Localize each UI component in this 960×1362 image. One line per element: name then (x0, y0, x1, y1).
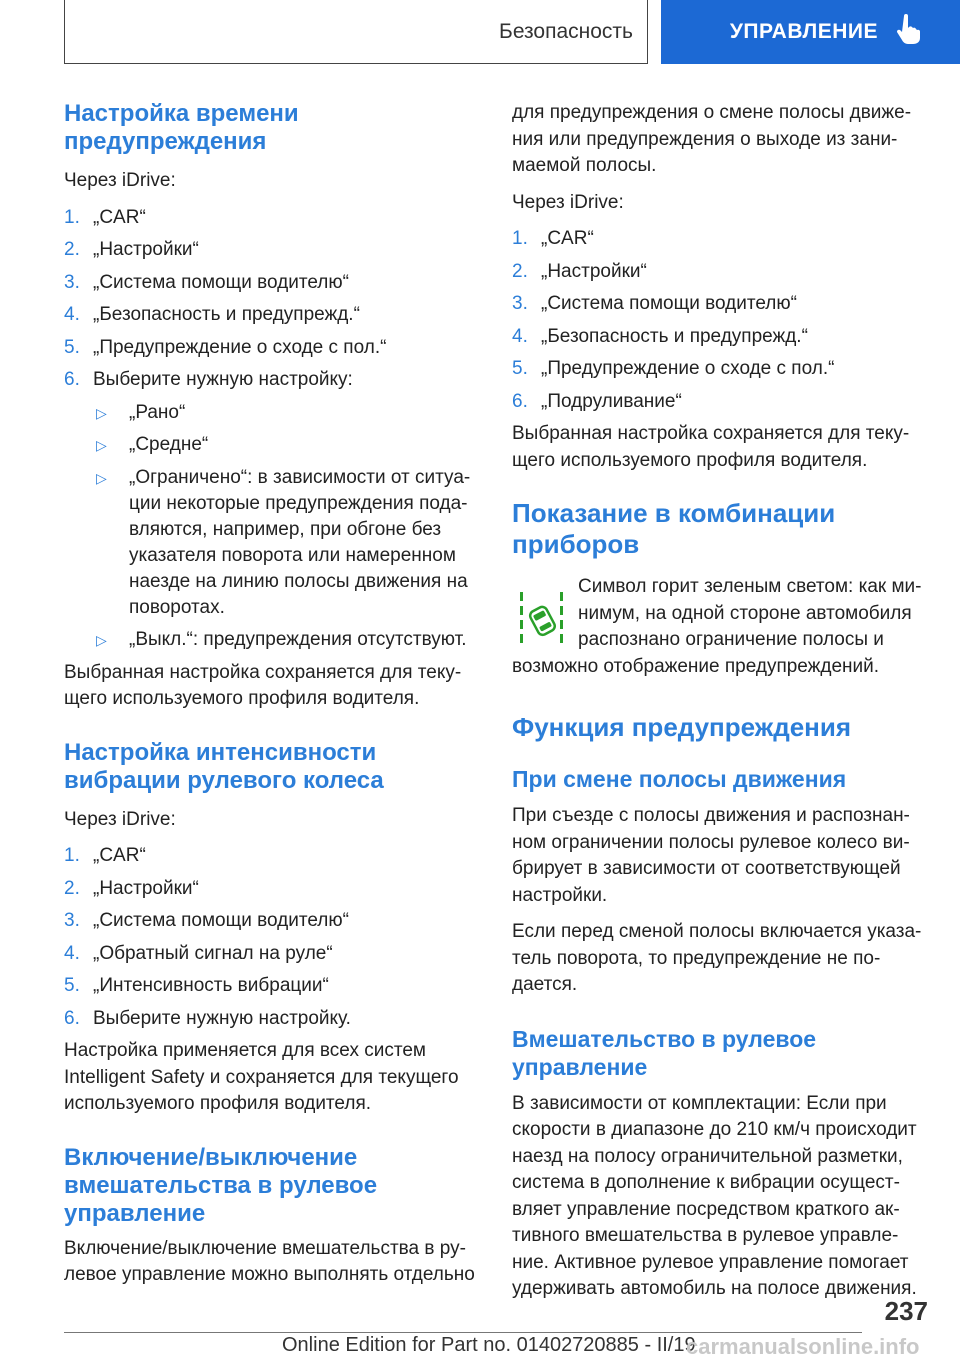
triangle-bullet-icon: ▷ (96, 437, 107, 453)
page-number: 237 (884, 1296, 928, 1326)
steps-steering-assist (512, 226, 930, 415)
footer-divider (64, 1332, 862, 1333)
indicator-text: Символ горит зеленым светом: как ми- нимум, на одной стороне автомобиля распознано ограничение полосы и (578, 576, 922, 650)
list-item: 1. „CAR“ (64, 206, 146, 228)
list-item: 6. „Подруливание“ (512, 390, 682, 412)
intro-idrive: Через iDrive: (64, 170, 176, 191)
triangle-bullet-icon: ▷ (96, 632, 107, 648)
list-item: 6. Выберите нужную настройку. (64, 1007, 351, 1029)
note-profile: Выбранная настройка сохраняется для теку- щего используемого профиля водителя. (64, 661, 462, 709)
list-item: 4. „Безопасность и предупрежд.“ (64, 304, 360, 325)
option-item: ▷ „Ограничено“: в зависимости от ситуа- ции некоторые предупреждения пода- вляются, например, при обгоне без указателя поворота или намеренном наезде на линию полосы движения на поворотах. (94, 465, 478, 621)
watermark: carmanualsonline.info (686, 1334, 920, 1359)
option-item: ▷ „Средне“ (94, 432, 478, 458)
section-label: Безопасность (499, 19, 633, 43)
list-item: 4. „Безопасность и предупрежд.“ (512, 325, 808, 347)
list-item: 2. „Настройки“ (64, 239, 199, 260)
list-item: 5. „Интенсивность вибрации“ (64, 975, 329, 996)
heading-steering-toggle: Включение/выключение вмешательства в рулевое управление (64, 1143, 378, 1227)
list-item: 2. „Настройки“ (64, 877, 199, 899)
lane-departure-icon (518, 588, 566, 644)
edition-text: Online Edition for Part no. 01402720885 - II/19 (282, 1334, 696, 1356)
options-list (64, 400, 478, 654)
list-item: 1. „CAR“ (64, 845, 146, 866)
list-item: 3. „Система помощи водителю“ (64, 910, 349, 931)
heading-vibration: Настройка интенсивности вибрации рулевого колеса (64, 738, 384, 794)
chapter-label: УПРАВЛЕНИЕ (729, 20, 878, 43)
triangle-bullet-icon: ▷ (96, 404, 107, 421)
heading-instrument-cluster: Показание в комбинации приборов (512, 498, 836, 559)
option-item: ▷ „Выкл.“: предупреждения отсутствуют. (94, 627, 478, 653)
indicator-text-tail: возможно отображение предупреждений. (512, 655, 880, 677)
list-item: 5. „Предупреждение о сходе с пол.“ (64, 336, 387, 358)
list-item: 4. „Обратный сигнал на руле“ (64, 942, 333, 964)
paragraph-turn-signal: Если перед сменой полосы включается указа- тель поворота, то предупреждение не по- дается. (512, 921, 922, 995)
header-chapter-tab[interactable] (661, 0, 960, 64)
heading-warning-function: Функция предупреждения (512, 712, 852, 742)
note-profile: Выбранная настройка сохраняется для теку- щего используемого профиля водителя. (512, 423, 910, 471)
list-item: 1. „CAR“ (512, 228, 594, 249)
subheading-lane-change: При смене полосы движения (512, 766, 847, 792)
continued-text: для предупреждения о смене полосы движе- ния или предупреждения о выходе из зани- маемой полосы. (512, 102, 912, 176)
list-item: 5. „Предупреждение о сходе с пол.“ (512, 358, 835, 379)
steps-vibration (64, 843, 478, 1032)
list-item: 3. „Система помощи водителю“ (64, 271, 349, 293)
steps-warning-time (64, 205, 478, 394)
paragraph-lane-change: При съезде с полосы движения и распознан- ном ограничении полосы рулевое колесо ви- брирует в зависимости от соответствующей настройки. (512, 805, 910, 906)
intro-idrive: Через iDrive: (64, 808, 176, 830)
subheading-steering-intervention: Вмешательство в рулевое управление (512, 1025, 817, 1080)
note-intelligent-safety: Настройка применяется для всех систем Intelligent Safety и сохраняется для текущего используемого профиля водителя. (64, 1040, 459, 1114)
option-item: ▷ „Рано“ (94, 400, 478, 426)
list-item: 2. „Настройки“ (512, 260, 647, 282)
list-item: 6. Выберите нужную настройку: (64, 369, 353, 390)
heading-warning-time: Настройка времени предупреждения (64, 100, 299, 155)
right-column (512, 100, 930, 1303)
intro-idrive: Через iDrive: (512, 191, 624, 213)
paragraph-steering-intervention: В зависимости от комплектации: Если при скорости в диапазоне до 210 км/ч происходит наезд на полосу ограничительной разметки, система в дополнение к вибрации осущест- вляет управление посредством краткого ак- тивного вмешательства в рулевое управле- ние. Активное рулевое управление помогает удерживать автомобиль на полосе движения. (512, 1092, 917, 1299)
pointing-hand-icon (896, 14, 920, 50)
triangle-bullet-icon: ▷ (96, 469, 107, 486)
left-column (64, 100, 478, 1289)
text-steering-toggle: Включение/выключение вмешательства в ру- левое управление можно выполнять отдельно (64, 1237, 475, 1285)
header-section-title (64, 0, 648, 64)
list-item: 3. „Система помощи водителю“ (512, 293, 797, 314)
instrument-indicator-block (512, 574, 930, 680)
